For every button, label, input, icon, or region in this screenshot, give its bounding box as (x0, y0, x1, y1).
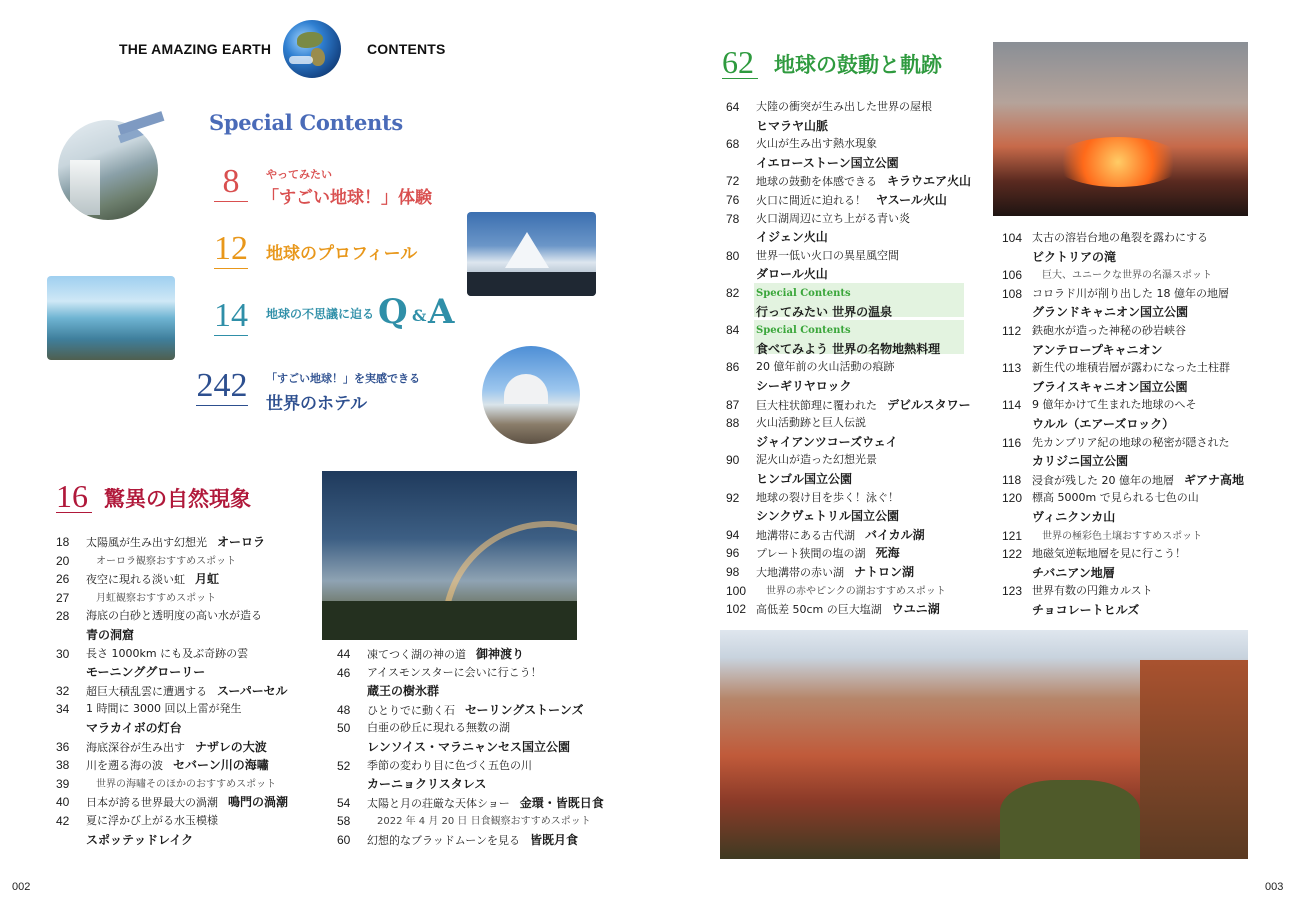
toc-description: 火口湖周辺に立ち上がる青い炎 (756, 211, 910, 225)
toc-entry-34 (56, 702, 316, 718)
toc-description: 地磁気逆転地層を見に行こう！ (1032, 547, 1186, 561)
toc-entry-48 (337, 703, 587, 719)
toc-description: 巨大柱状節理に覆われた (756, 398, 877, 412)
toc-title: ヴィニクンカ山 (1032, 510, 1116, 524)
toc-description: 凍てつく湖の神の道 (367, 648, 466, 661)
toc-page-number: 116 (1002, 435, 1022, 450)
toc-entry-118 (1002, 473, 1252, 489)
toc-page-number: 121 (1002, 528, 1023, 543)
toc-entry-42 (56, 814, 316, 830)
special-item-8-title: 「すごい地球！」体験 (262, 188, 432, 208)
special-item-14-pre: 地球の不思議に迫る (266, 307, 375, 321)
toc-title: ナザレの大波 (195, 739, 267, 754)
header-title-right: CONTENTS (367, 41, 446, 57)
toc-title: キラウエア火山 (887, 174, 972, 189)
toc-description: 海底の白砂と透明度の高い水が造る (86, 609, 262, 623)
toc-page-number: 123 (1002, 584, 1023, 599)
toc-page-number: 30 (56, 646, 70, 661)
toc-page-number: 28 (56, 609, 70, 624)
header-title-left: THE AMAZING EARTH (119, 41, 272, 57)
toc-description: 新生代の堆積岩層が露わになった土柱群 (1032, 361, 1230, 375)
toc-description: 太陽風が生み出す幻想光 (86, 536, 207, 549)
toc-description: 夏に浮かび上がる水玉模様 (86, 814, 218, 827)
toc-title: イエローストーン国立公園 (756, 155, 899, 170)
toc-entry-86 (726, 360, 966, 376)
toc-title: イジェン火山 (756, 230, 828, 245)
toc-title: 御神渡り (476, 647, 525, 661)
toc-page-number: 76 (726, 193, 740, 207)
toc-page-number: 114 (1002, 398, 1022, 413)
toc-description: 日本が誇る世界最大の渦潮 (86, 796, 218, 810)
toc-entry-72 (726, 174, 972, 190)
toc-entry-114 (1002, 398, 1252, 414)
toc-page-number: 18 (56, 535, 70, 549)
mountain-photo (467, 212, 596, 296)
toc-title: 青の洞窟 (86, 628, 135, 642)
toc-title: ウユニ湖 (891, 602, 940, 617)
toc-entry-76 (726, 193, 966, 209)
toc-entry-68 (726, 137, 966, 153)
toc-entry-123 (1002, 584, 1252, 600)
section-62-number: 62 (722, 46, 758, 79)
grand-canyon-photo (720, 630, 1248, 859)
toc-page-number: 122 (1002, 547, 1023, 562)
toc-entry-88 (726, 416, 966, 432)
toc-page-number: 113 (1002, 361, 1022, 376)
toc-description: ひとりでに動く石 (367, 703, 455, 717)
toc-description: 川を遡る海の波 (86, 759, 163, 773)
toc-page-number: 54 (337, 795, 351, 810)
toc-page-number: 46 (337, 665, 351, 680)
toc-sub-entry: 世界の極彩色土壌おすすめスポット (1042, 530, 1203, 542)
toc-entry-38 (56, 758, 316, 774)
section-16-number: 16 (56, 480, 92, 513)
toc-description: 火山が生み出す熱水現象 (756, 137, 877, 151)
toc-page-number: 39 (56, 776, 70, 791)
toc-entry-39 (56, 777, 316, 793)
moonbow-photo (322, 471, 577, 640)
toc-sub-entry: 月虹観察おすすめスポット (96, 592, 217, 604)
toc-page-number: 44 (337, 647, 351, 661)
toc-entry-30 (56, 647, 316, 663)
toc-title: ヒマラヤ山脈 (756, 118, 829, 133)
toc-page-number: 50 (337, 721, 351, 736)
special-contents-tag: Special Contents (756, 325, 851, 337)
special-item-14-number: 14 (214, 297, 248, 334)
toc-entry-108 (1002, 287, 1252, 303)
toc-entry-94 (726, 528, 966, 544)
toc-entry-80 (726, 249, 966, 265)
toc-page-number: 92 (726, 490, 740, 505)
special-item-14-amp: & (412, 306, 427, 325)
toc-page-number: 94 (726, 527, 740, 542)
toc-entry-40 (56, 795, 316, 811)
toc-entry-58 (337, 814, 591, 830)
toc-title: セバーン川の海嘯 (173, 758, 269, 773)
toc-page-number: 72 (726, 174, 740, 189)
toc-description: 地溝帯にある古代湖 (756, 528, 855, 542)
toc-page-number: 20 (56, 553, 70, 568)
toc-page-number: 112 (1002, 324, 1022, 338)
toc-page-number: 82 (726, 286, 740, 300)
toc-description: 火口に間近に迫れる！ (756, 194, 866, 207)
toc-title: チバニアン地層 (1032, 565, 1115, 580)
special-item-14-q: Q (378, 292, 408, 332)
toc-description: 1 時間に 3000 回以上雷が発生 (86, 702, 242, 716)
toc-title: チョコレートヒルズ (1032, 603, 1140, 617)
toc-entry-54 (337, 795, 604, 812)
toc-entry-98 (726, 565, 966, 581)
toc-entry-28 (56, 609, 316, 625)
toc-entry-50 (337, 721, 587, 737)
toc-entry-87 (726, 397, 971, 414)
toc-page-number: 42 (56, 814, 70, 828)
page-number-left: 002 (12, 881, 31, 893)
toc-sub-entry: 世界の海嘯そのほかのおすすめスポット (96, 778, 277, 790)
toc-description: 太古の溶岩台地の亀裂を露わにする (1032, 231, 1208, 244)
special-item-8-number: 8 (214, 165, 248, 202)
toc-entry-84 (726, 323, 966, 339)
toc-description: 夜空に現れる淡い虹 (86, 573, 185, 587)
toc-description: コロラド川が削り出した 18 億年の地層 (1032, 286, 1229, 300)
toc-description: 火山活動跡と巨人伝説 (756, 416, 866, 430)
toc-title: カーニョクリスタレス (367, 777, 487, 792)
toc-title: ヤスール火山 (876, 193, 947, 207)
toc-title: 食べてみよう 世界の名物地熱料理 (756, 341, 941, 356)
toc-description: アイスモンスターに会いに行こう！ (367, 665, 542, 679)
toc-title: 行ってみたい 世界の温泉 (756, 304, 893, 319)
toc-title: 蔵王の樹氷群 (367, 684, 440, 699)
toc-title: アンテロープキャニオン (1032, 342, 1163, 357)
special-item-242-title: 世界のホテル (266, 394, 368, 414)
toc-entry-112 (1002, 324, 1252, 340)
toc-entry-78 (726, 212, 966, 228)
toc-description: 太陽と月の荘厳な天体ショー (367, 796, 510, 810)
globe-icon (283, 20, 341, 78)
toc-title: ダロール火山 (756, 267, 828, 282)
toc-title: ジャイアンツコーズウェイ (756, 434, 898, 449)
toc-entry-60 (337, 833, 587, 849)
toc-description: 先カンブリア紀の地球の秘密が隠された (1032, 435, 1230, 449)
toc-description: 大陸の衝突が生み出した世界の屋根 (756, 100, 932, 113)
toc-entry-113 (1002, 361, 1252, 377)
toc-entry-26 (56, 572, 316, 588)
special-contents-tag: Special Contents (756, 288, 851, 299)
toc-title: グランドキャニオン国立公園 (1032, 305, 1189, 320)
toc-entry-116 (1002, 436, 1252, 452)
toc-sub-entry: 2022 年 4 月 20 日 日食観察おすすめスポット (377, 816, 591, 828)
toc-title: シンクヴェトリル国立公園 (756, 509, 899, 524)
toc-title: 月虹 (195, 572, 220, 587)
toc-entry-100 (726, 584, 966, 600)
toc-entry-121 (1002, 529, 1252, 545)
toc-description: 世界有数の円錐カルスト (1032, 584, 1153, 598)
toc-title: スポッテッドレイク (86, 832, 194, 847)
toc-title: シーギリヤロック (756, 379, 852, 393)
toc-entry-90 (726, 453, 966, 469)
toc-page-number: 98 (726, 565, 740, 579)
toc-title: ヒンゴル国立公園 (756, 472, 853, 486)
toc-title: スーパーセル (217, 683, 288, 698)
toc-title: ビクトリアの滝 (1032, 249, 1117, 264)
toc-description: 鉄砲水が造った神秘の砂岩峡谷 (1032, 324, 1186, 337)
toc-entry-18 (56, 535, 316, 551)
toc-entry-32 (56, 684, 316, 700)
special-item-8-sub: やってみたい (266, 168, 332, 181)
section-16-title: 驚異の自然現象 (104, 487, 251, 511)
toc-title: オーロラ (217, 535, 266, 549)
toc-page-number: 64 (726, 100, 740, 114)
toc-title: ギアナ高地 (1184, 472, 1245, 487)
special-item-242-sub: 「すごい地球！」を実感できる (266, 372, 420, 385)
toc-entry-122 (1002, 547, 1252, 563)
toc-entry-120 (1002, 491, 1252, 507)
toc-entry-20 (56, 554, 316, 570)
special-item-12-title: 地球のプロフィール (266, 244, 418, 264)
toc-page-number: 26 (56, 572, 70, 587)
toc-page-number: 87 (726, 397, 740, 412)
toc-description: 浸食が残した 20 億年の地層 (1032, 473, 1174, 487)
toc-page-number: 88 (726, 416, 740, 431)
toc-page-number: 120 (1002, 491, 1023, 506)
toc-description: 幻想的なブラッドムーンを見る (367, 834, 521, 847)
toc-page-number: 36 (56, 739, 70, 754)
toc-page-number: 34 (56, 702, 70, 717)
toc-page-number: 86 (726, 360, 740, 375)
toc-description: 海底深谷が生み出す (86, 740, 185, 754)
toc-page-number: 68 (726, 137, 740, 152)
toc-title: ナトロン湖 (854, 565, 915, 579)
toc-description: 白亜の砂丘に現れる無数の湖 (367, 721, 510, 735)
toc-entry-52 (337, 759, 587, 775)
toc-entry-92 (726, 491, 966, 507)
toc-description: 地球の裂け目を歩く！泳ぐ！ (756, 490, 899, 504)
toc-sub-entry: オーロラ観察おすすめスポット (96, 555, 237, 567)
volcano-photo (993, 42, 1248, 216)
toc-description: 20 億年前の火山活動の痕跡 (756, 360, 895, 374)
toc-entry-102 (726, 602, 966, 618)
toc-description: 地球の鼓動を体感できる (756, 175, 877, 189)
toc-title: デビルスタワー (887, 397, 971, 412)
clear-sea-photo (47, 276, 175, 360)
toc-title: バイカル湖 (865, 527, 925, 542)
toc-page-number: 100 (726, 583, 747, 598)
toc-entry-96 (726, 546, 966, 562)
toc-title: ウルル（エアーズロック） (1032, 417, 1175, 431)
toc-page-number: 38 (56, 758, 70, 773)
toc-description: 大地溝帯の赤い湖 (756, 566, 844, 579)
toc-sub-entry: 巨大、ユニークな世界の名瀑スポット (1042, 270, 1212, 282)
section-62-title: 地球の鼓動と軌跡 (774, 53, 942, 77)
toc-title: 鳴門の渦潮 (228, 795, 289, 810)
toc-description: 長さ 1000km にも及ぶ奇跡の雲 (86, 646, 249, 660)
toc-page-number: 52 (337, 758, 351, 773)
toc-title: モーニンググローリー (86, 665, 206, 680)
toc-title: セーリングストーンズ (465, 702, 584, 717)
toc-entry-36 (56, 740, 316, 756)
page-number-right: 003 (1265, 881, 1284, 893)
toc-page-number: 27 (56, 590, 70, 605)
toc-description: 泥火山が造った幻想光景 (756, 453, 877, 467)
toc-description: 高低差 50cm の巨大塩湖 (756, 603, 882, 617)
toc-page-number: 106 (1002, 268, 1023, 283)
toc-entry-44 (337, 647, 587, 663)
toc-title: 金環・皆既日食 (519, 795, 604, 810)
toc-page-number: 78 (726, 211, 740, 226)
special-item-12-number: 12 (214, 230, 248, 267)
toc-page-number: 108 (1002, 286, 1023, 301)
hang-glider-photo (58, 120, 158, 220)
toc-page-number: 40 (56, 795, 70, 810)
toc-entry-104 (1002, 231, 1252, 247)
toc-sub-entry: 世界の赤やピンクの湖おすすめスポット (766, 585, 946, 597)
special-item-242-number: 242 (196, 367, 248, 404)
toc-page-number: 58 (337, 814, 351, 829)
toc-title: マラカイボの灯台 (86, 721, 182, 735)
toc-page-number: 118 (1002, 472, 1022, 487)
toc-title: レンソイス・マラニャンセス国立公園 (367, 740, 570, 754)
dome-hotel-photo (482, 346, 580, 444)
toc-page-number: 90 (726, 453, 740, 468)
toc-entry-106 (1002, 268, 1252, 284)
toc-description: 超巨大積乱雲に遭遇する (86, 684, 207, 698)
toc-page-number: 104 (1002, 231, 1023, 245)
toc-page-number: 80 (726, 248, 740, 263)
toc-title: 皆既月食 (530, 833, 579, 847)
toc-title: 死海 (875, 546, 900, 561)
toc-page-number: 96 (726, 546, 740, 561)
toc-entry-27 (56, 591, 316, 607)
toc-entry-82 (726, 286, 966, 302)
toc-page-number: 102 (726, 602, 747, 617)
toc-entry-64 (726, 100, 966, 116)
toc-page-number: 32 (56, 683, 70, 698)
toc-page-number: 84 (726, 323, 740, 338)
toc-title: ブライスキャニオン国立公園 (1032, 379, 1188, 394)
toc-description: 世界一低い火口の異星風空間 (756, 248, 899, 262)
toc-description: プレート狭間の塩の湖 (756, 547, 866, 561)
toc-title: カリジニ国立公園 (1032, 454, 1129, 469)
toc-page-number: 48 (337, 702, 351, 717)
toc-description: 9 億年かけて生まれた地球のへそ (1032, 398, 1197, 412)
toc-entry-46 (337, 666, 587, 682)
toc-page-number: 60 (337, 833, 351, 847)
special-item-14-a: A (428, 292, 455, 332)
toc-description: 季節の変わり目に色づく五色の川 (367, 758, 532, 772)
special-contents-title: Special Contents (209, 110, 403, 135)
toc-description: 標高 5000m で見られる七色の山 (1032, 491, 1199, 505)
